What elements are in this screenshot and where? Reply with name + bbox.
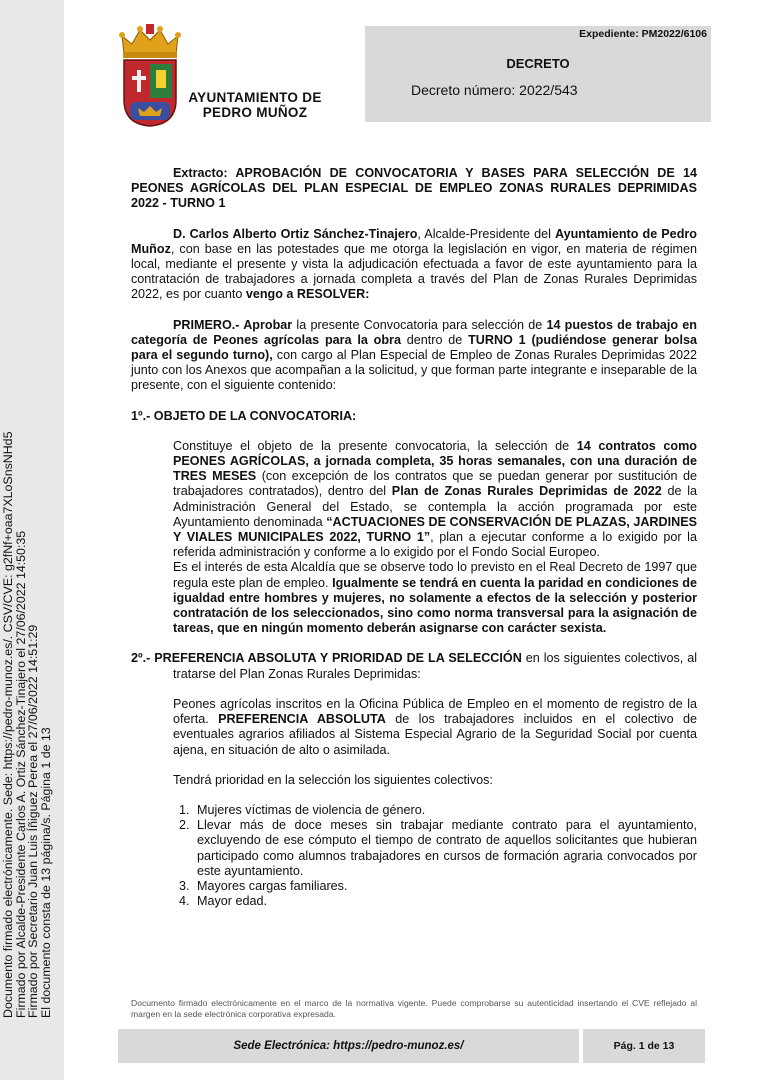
priority-list (131, 803, 697, 909)
list-item: 3. Mayores cargas familiares. (193, 879, 697, 894)
text: Constituye el objeto de la presente convocatoria, la selección de (173, 438, 577, 453)
paragraph-peones (173, 697, 697, 758)
sidebar-line: Firmado por Secretario Juan Luis Íñiguez Perea el 27/06/2022 14:51:29 (26, 624, 41, 1018)
text-bold: PRIMERO.- Aprobar (173, 317, 293, 332)
sidebar-line: Firmado por Alcalde-Presidente Carlos A. Ortiz Sánchez-Tinajero el 27/06/2022 14:50:35 (13, 530, 28, 1018)
footer-note: Documento firmado electrónicamente en el marco de la normativa vigente. Puede comprobarse su autenticidad insertando el CVE reflejado al margen en la sede electrónica corporativa expresada. (131, 998, 697, 1019)
org-line-2: PEDRO MUÑOZ (202, 105, 308, 120)
paragraph-preamble (131, 227, 697, 303)
section-heading-1: 1º.- OBJETO DE LA CONVOCATORIA: (131, 408, 357, 423)
list-item: 2. Llevar más de doce meses sin trabajar mediante contrato para el ayuntamiento, excluyendo de ese cómputo el tiempo de contrato de aquellos solicitantes que hubieran participado como alumnos trabajadores en cursos de formación agraria convocados por este ayuntamiento. (193, 818, 697, 879)
sidebar-line: Documento firmado electrónicamente. Sede: https://pedro-munoz.es/. CSV/CVE: g2fNf+oaa7XLoSnsNHd5 (1, 431, 15, 1018)
text: (con excepción de los contratos que se puedan generar por sustitución de trabajadores contratados), dentro del (173, 469, 697, 499)
text: , plan a ejecutar conforme a lo exigido por la referida administración y conforme a lo exigido por el Fondo Social Europeo. (173, 530, 697, 560)
decree-header (365, 26, 711, 122)
text: , Alcalde-Presidente del (417, 226, 555, 241)
text-bold: PREFERENCIA ABSOLUTA (218, 712, 386, 727)
text-bold: Igualmente se tendrá en cuenta la paridad en condiciones de igualdad entre hombres y mujeres, no solamente a efectos de la selección y posterior contratación de los seleccionados, sino como norma transversal para la asignación de tareas, que en ningún momento deberán asignarse con carácter sexista. (173, 575, 697, 636)
paragraph-primero (131, 318, 697, 394)
decree-number: Decreto número: 2022/543 (411, 82, 578, 98)
page-number: Pág. 1 de 13 (583, 1029, 705, 1063)
paragraph-prioridad: Tendrá prioridad en la selección los siguientes colectivos: (173, 772, 493, 787)
text-bold: vengo a RESOLVER: (245, 287, 370, 302)
text: Peones agrícolas inscritos en la Oficina Pública de Empleo en el momento de registro de la oferta. (173, 696, 697, 727)
text-bold: Plan de Zonas Rurales Deprimidas de 2022 (391, 484, 662, 499)
text: dentro de (400, 332, 469, 347)
decree-title: DECRETO (506, 56, 570, 71)
organization-name (180, 90, 330, 120)
text: con cargo al Plan Especial de Empleo de Zonas Rurales Deprimidas 2022 junto con los Anexos que acompañan a la solicitud, y que forman parte integrante e inseparable de la presente, con el siguiente contenido: (131, 348, 697, 393)
paragraph-interes (173, 560, 697, 636)
text-bold: 14 puestos de trabajo en categoría de Peones agrícolas para la obra (131, 317, 697, 347)
paragraph-objeto (173, 439, 697, 561)
expediente-number: Expediente: PM2022/6106 (579, 28, 707, 40)
text: de los trabajadores incluidos en el colectivo de eventuales agrarios afiliados al Sistema Especial Agrario de la Seguridad Social por cuenta ajena, en situación de alto o asimilada. (173, 712, 698, 757)
text-bold: Ayuntamiento de Pedro Muñoz (131, 226, 697, 256)
text: en los siguientes colectivos, al tratarse del Plan Zonas Rurales Deprimidas: (173, 651, 698, 681)
text: Es el interés de esta Alcaldía que se observe todo lo previsto en el Real Decreto de 1997 que regula este plan de empleo. (173, 560, 697, 590)
sede-electronica-link[interactable]: Sede Electrónica: https://pedro-munoz.es/ (118, 1029, 579, 1063)
document-body (131, 166, 697, 909)
org-line-1: AYUNTAMIENTO DE (188, 90, 322, 105)
signature-sidebar (0, 0, 64, 1080)
mayor-name: D. Carlos Alberto Ortiz Sánchez-Tinajero (173, 226, 418, 241)
list-item: 4. Mayor edad. (193, 894, 697, 909)
sidebar-line: El documento consta de 13 página/s. Página 1 de 13 (38, 726, 53, 1018)
section-heading-2 (131, 651, 697, 681)
list-item: 1. Mujeres víctimas de violencia de género. (193, 803, 697, 818)
text-bold: 2º.- PREFERENCIA ABSOLUTA Y PRIORIDAD DE LA SELECCIÓN (131, 651, 522, 666)
text: , con base en las potestades que me otorga la legislación en vigor, en materia de régimen local, mediante el presente y vista la adjudicación efectuada a favor de este ayuntamiento para la contratación de trabajadores a jornada completa a través del Plan de Zonas Rurales Deprimidas 2022, es por cuanto (131, 241, 697, 302)
text-bold: “ACTUACIONES DE CONSERVACIÓN DE PLAZAS, JARDINES Y VIALES MUNICIPALES 2022, TURNO 1” (173, 514, 697, 545)
coat-of-arms-icon (118, 24, 182, 128)
text: la presente Convocatoria para selección de (292, 317, 547, 332)
text-bold: 14 contratos como PEONES AGRÍCOLAS, a jornada completa, 35 horas semanales, con una duración de TRES MESES (173, 438, 697, 484)
extracto: Extracto: APROBACIÓN DE CONVOCATORIA Y BASES PARA SELECCIÓN DE 14 PEONES AGRÍCOLAS DEL PLAN ESPECIAL DE EMPLEO ZONAS RURALES DEPRIMIDAS 2022 - TURNO 1 (131, 166, 697, 211)
text-bold: TURNO 1 (pudiéndose generar bolsa para el segundo turno), (131, 332, 697, 363)
signature-text (2, 431, 52, 1017)
text: de la Administración General del Estado, se contempla la acción programada por este Ayuntamiento denominada (173, 484, 698, 529)
